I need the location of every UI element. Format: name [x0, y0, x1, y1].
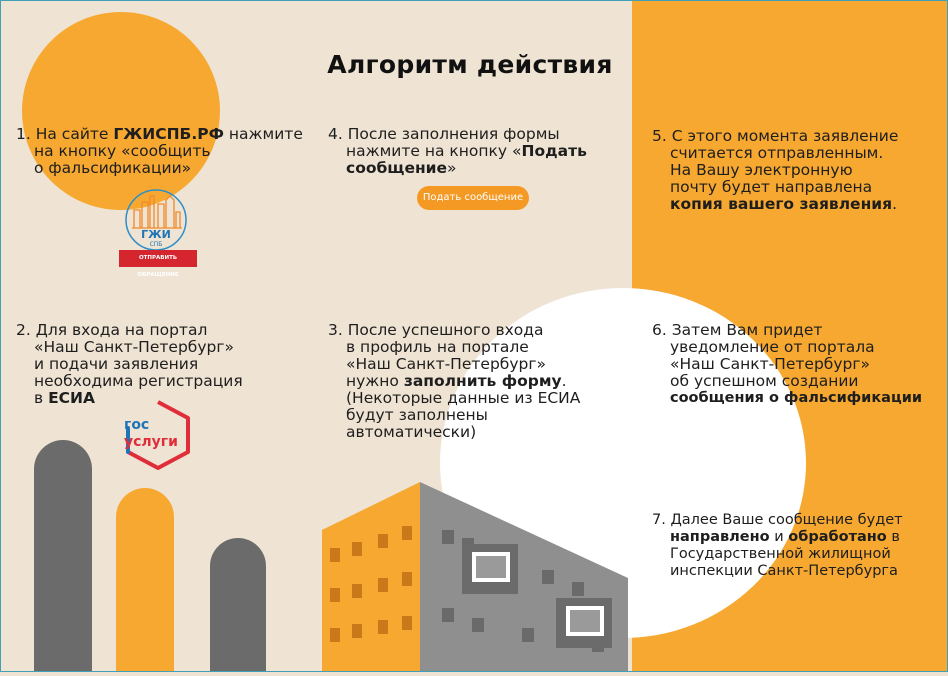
- step-1: 1. На сайте ГЖИСПБ.РФ нажмите на кнопку «сообщить о фальсификации»: [16, 125, 303, 177]
- step-7: 7. Далее Ваше сообщение будет направлено и обработано в Государственной жилищной инспекции Санкт-Петербурга: [652, 512, 903, 579]
- gzhi-logo-subtext: СПБ: [149, 241, 163, 248]
- step-2: 2. Для входа на портал «Наш Санкт-Петербург» и подачи заявления необходима регистрация в ЕСИА: [16, 321, 243, 407]
- step-5: 5. С этого момента заявление считается отправленным. На Вашу электронную почту будет направлена копия вашего заявления.: [652, 127, 899, 213]
- orange-circle-decoration: [22, 12, 220, 210]
- gosuslugi-text-2: услуги: [124, 434, 178, 450]
- gosuslugi-text-1: гос: [124, 417, 150, 433]
- gray-pillar-right: [210, 538, 266, 672]
- submit-message-button[interactable]: Подать сообщение: [417, 186, 529, 210]
- gzhi-logo: [124, 188, 188, 252]
- step-6: 6. Затем Вам придет уведомление от портала «Наш Санкт-Петербург» об успешном создании сообщения о фальсификации: [652, 321, 923, 406]
- gzhi-logo-text: ГЖИ: [141, 228, 171, 241]
- orange-pillar: [116, 488, 174, 672]
- gray-pillar-left: [34, 440, 92, 672]
- send-appeal-button[interactable]: ОТПРАВИТЬ ОБРАЩЕНИЕ: [119, 250, 197, 267]
- step-3: 3. После успешного входа в профиль на портале «Наш Санкт-Петербург» нужно заполнить форму. (Некоторые данные из ЕСИА будут заполнены автоматически): [328, 321, 581, 441]
- gosuslugi-logo: [118, 398, 194, 472]
- page-title: Алгоритм действия: [327, 50, 613, 79]
- building-illustration: [322, 478, 628, 672]
- step-4: 4. После заполнения формы нажмите на кнопку «Подать сообщение»: [328, 125, 587, 177]
